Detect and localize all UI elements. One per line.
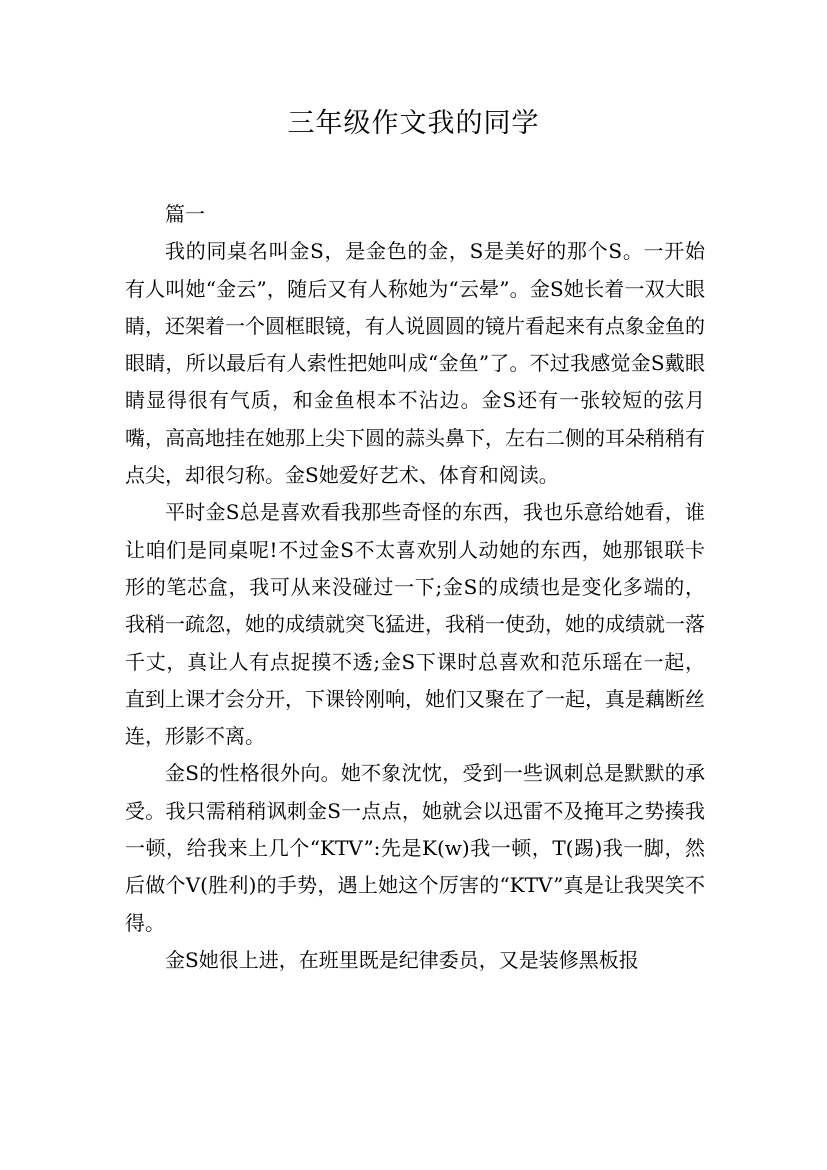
paragraph-4: 金S她很上进，在班里既是纪律委员，又是装修黑板报: [165, 947, 639, 972]
paragraph-3: 金S的性格很外向。她不象沈忱，受到一些讽刺总是默默的承受。我只需稍稍讽刺金S一点点，她就会以迅雷不及掩耳之势揍我一顿，给我来上几个“KTV”:先是K(w)我一顿，T(踢)我一脚，然后做个V(胜利)的手势，遇上她这个厉害的“KTV”真是让我哭笑不得。: [125, 761, 705, 935]
paragraph-2: 平时金S总是喜欢看我那些奇怪的东西，我也乐意给她看，谁让咱们是同桌呢!不过金S不太喜欢别人动她的东西，她那银联卡形的笔芯盒，我可从来没碰过一下;金S的成绩也是变化多端的，我稍一疏忽，她的成绩就突飞猛进，我稍一使劲，她的成绩就一落千丈，真让人有点捉摸不透;金S下课时总喜欢和范乐瑶在一起，直到上课才会分开，下课铃刚响，她们又聚在了一起，真是藕断丝连，形影不离。: [125, 500, 705, 749]
document-title: 三年级作文我的同学: [287, 108, 540, 139]
section-label: 篇一: [165, 202, 205, 226]
paragraph-1: 我的同桌名叫金S，是金色的金，S是美好的那个S。一开始有人叫她“金云”，随后又有人称她为“云晕”。金S她长着一双大眼睛，还架着一个圆框眼镜，有人说圆圆的镜片看起来有点象金鱼的眼睛，所以最后有人索性把她叫成“金鱼”了。不过我感觉金S戴眼睛显得很有气质，和金鱼根本不沾边。金S还有一张较短的弦月嘴，高高地挂在她那上尖下圆的蒜头鼻下，左右二侧的耳朵稍稍有点尖，却很匀称。金S她爱好艺术、体育和阅读。: [125, 239, 705, 488]
document-body: [125, 196, 705, 979]
